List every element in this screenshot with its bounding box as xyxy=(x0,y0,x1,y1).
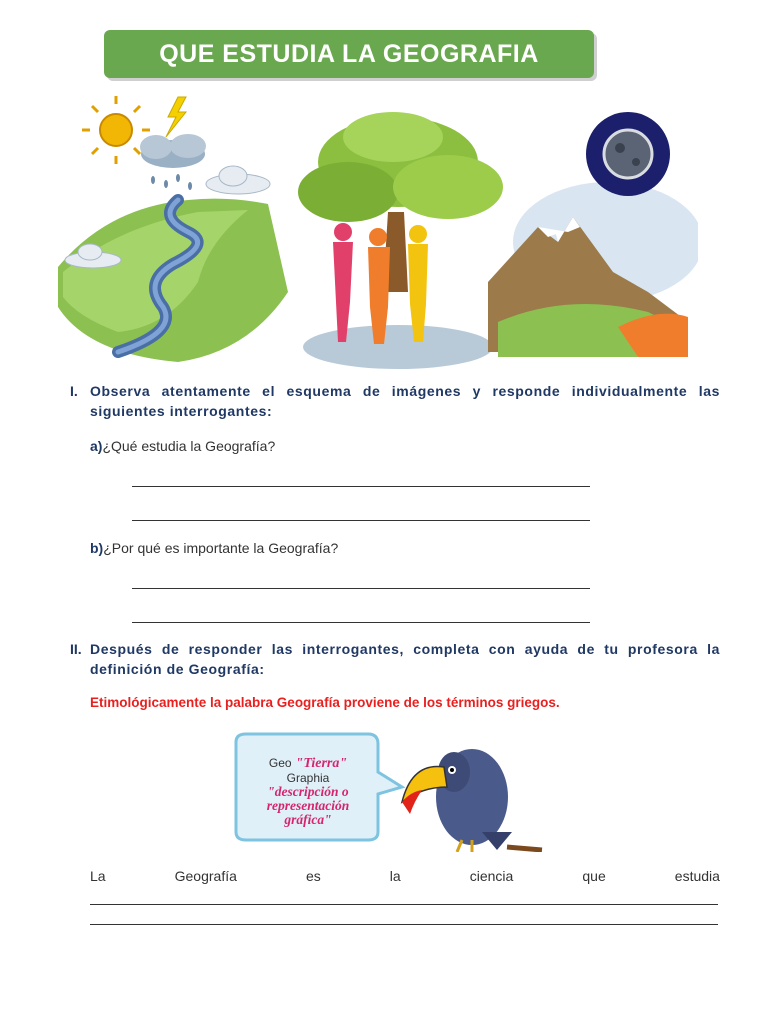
question-text: ¿Por qué es importante la Geografía? xyxy=(103,540,339,556)
definition-word: es xyxy=(305,868,321,884)
answer-line[interactable] xyxy=(132,520,590,521)
definition-word: La xyxy=(90,868,106,884)
answer-line[interactable] xyxy=(132,486,590,487)
question-a xyxy=(90,438,275,454)
mountain-landscape-illustration xyxy=(488,182,698,357)
toucan-icon xyxy=(402,749,542,852)
etymology-text: Etimológicamente la palabra Geografía proviene de los términos griegos. xyxy=(90,695,560,710)
section-number: I. xyxy=(70,383,78,399)
definition-word: que xyxy=(582,868,606,884)
geo-meaning: "Tierra" xyxy=(295,756,348,771)
definition-word: Geografía xyxy=(174,868,237,884)
graphia-meaning-3: gráfica" xyxy=(284,812,332,827)
title-banner xyxy=(104,30,594,78)
definition-answer-line[interactable] xyxy=(90,924,718,925)
instruction-section-2 xyxy=(70,639,720,679)
section-number: II. xyxy=(70,641,82,657)
sun-icon xyxy=(82,96,150,164)
graphia-meaning-2: representación xyxy=(266,798,350,813)
graphia-meaning-1: "descripción o xyxy=(267,784,349,799)
definition-word: ciencia xyxy=(469,868,514,884)
rain-cloud-icon xyxy=(140,134,206,190)
definition-word: estudia xyxy=(674,868,720,884)
question-label: a) xyxy=(90,438,103,454)
lightning-icon xyxy=(166,97,186,137)
definition-answer-line[interactable] xyxy=(90,904,718,905)
definition-sentence xyxy=(90,868,720,884)
question-label: b) xyxy=(90,540,104,556)
landscape-river-illustration xyxy=(58,199,288,362)
question-text: ¿Qué estudia la Geografía? xyxy=(102,438,276,454)
instruction-section-1 xyxy=(70,381,720,421)
geo-term: Geo xyxy=(268,756,292,770)
page-title: QUE ESTUDIA LA GEOGRAFIA xyxy=(159,39,539,68)
person-red-icon xyxy=(333,223,353,342)
person-yellow-icon xyxy=(408,225,428,342)
answer-line[interactable] xyxy=(132,588,590,589)
answer-line[interactable] xyxy=(132,622,590,623)
bubble-text xyxy=(242,756,374,827)
section-text: Después de responder las interrogantes, completa con ayuda de tu profesora la definición de Geografía: xyxy=(90,641,720,677)
section-text: Observa atentamente el esquema de imágenes y responde individualmente las siguientes interrogantes: xyxy=(90,383,720,419)
definition-word: la xyxy=(389,868,401,884)
question-b xyxy=(90,540,338,556)
etymology-illustration xyxy=(222,732,552,852)
tree-with-people-illustration xyxy=(298,112,503,369)
graphia-term: Graphia xyxy=(286,771,330,785)
moon-night-icon xyxy=(586,112,670,196)
geography-illustration xyxy=(48,92,698,377)
